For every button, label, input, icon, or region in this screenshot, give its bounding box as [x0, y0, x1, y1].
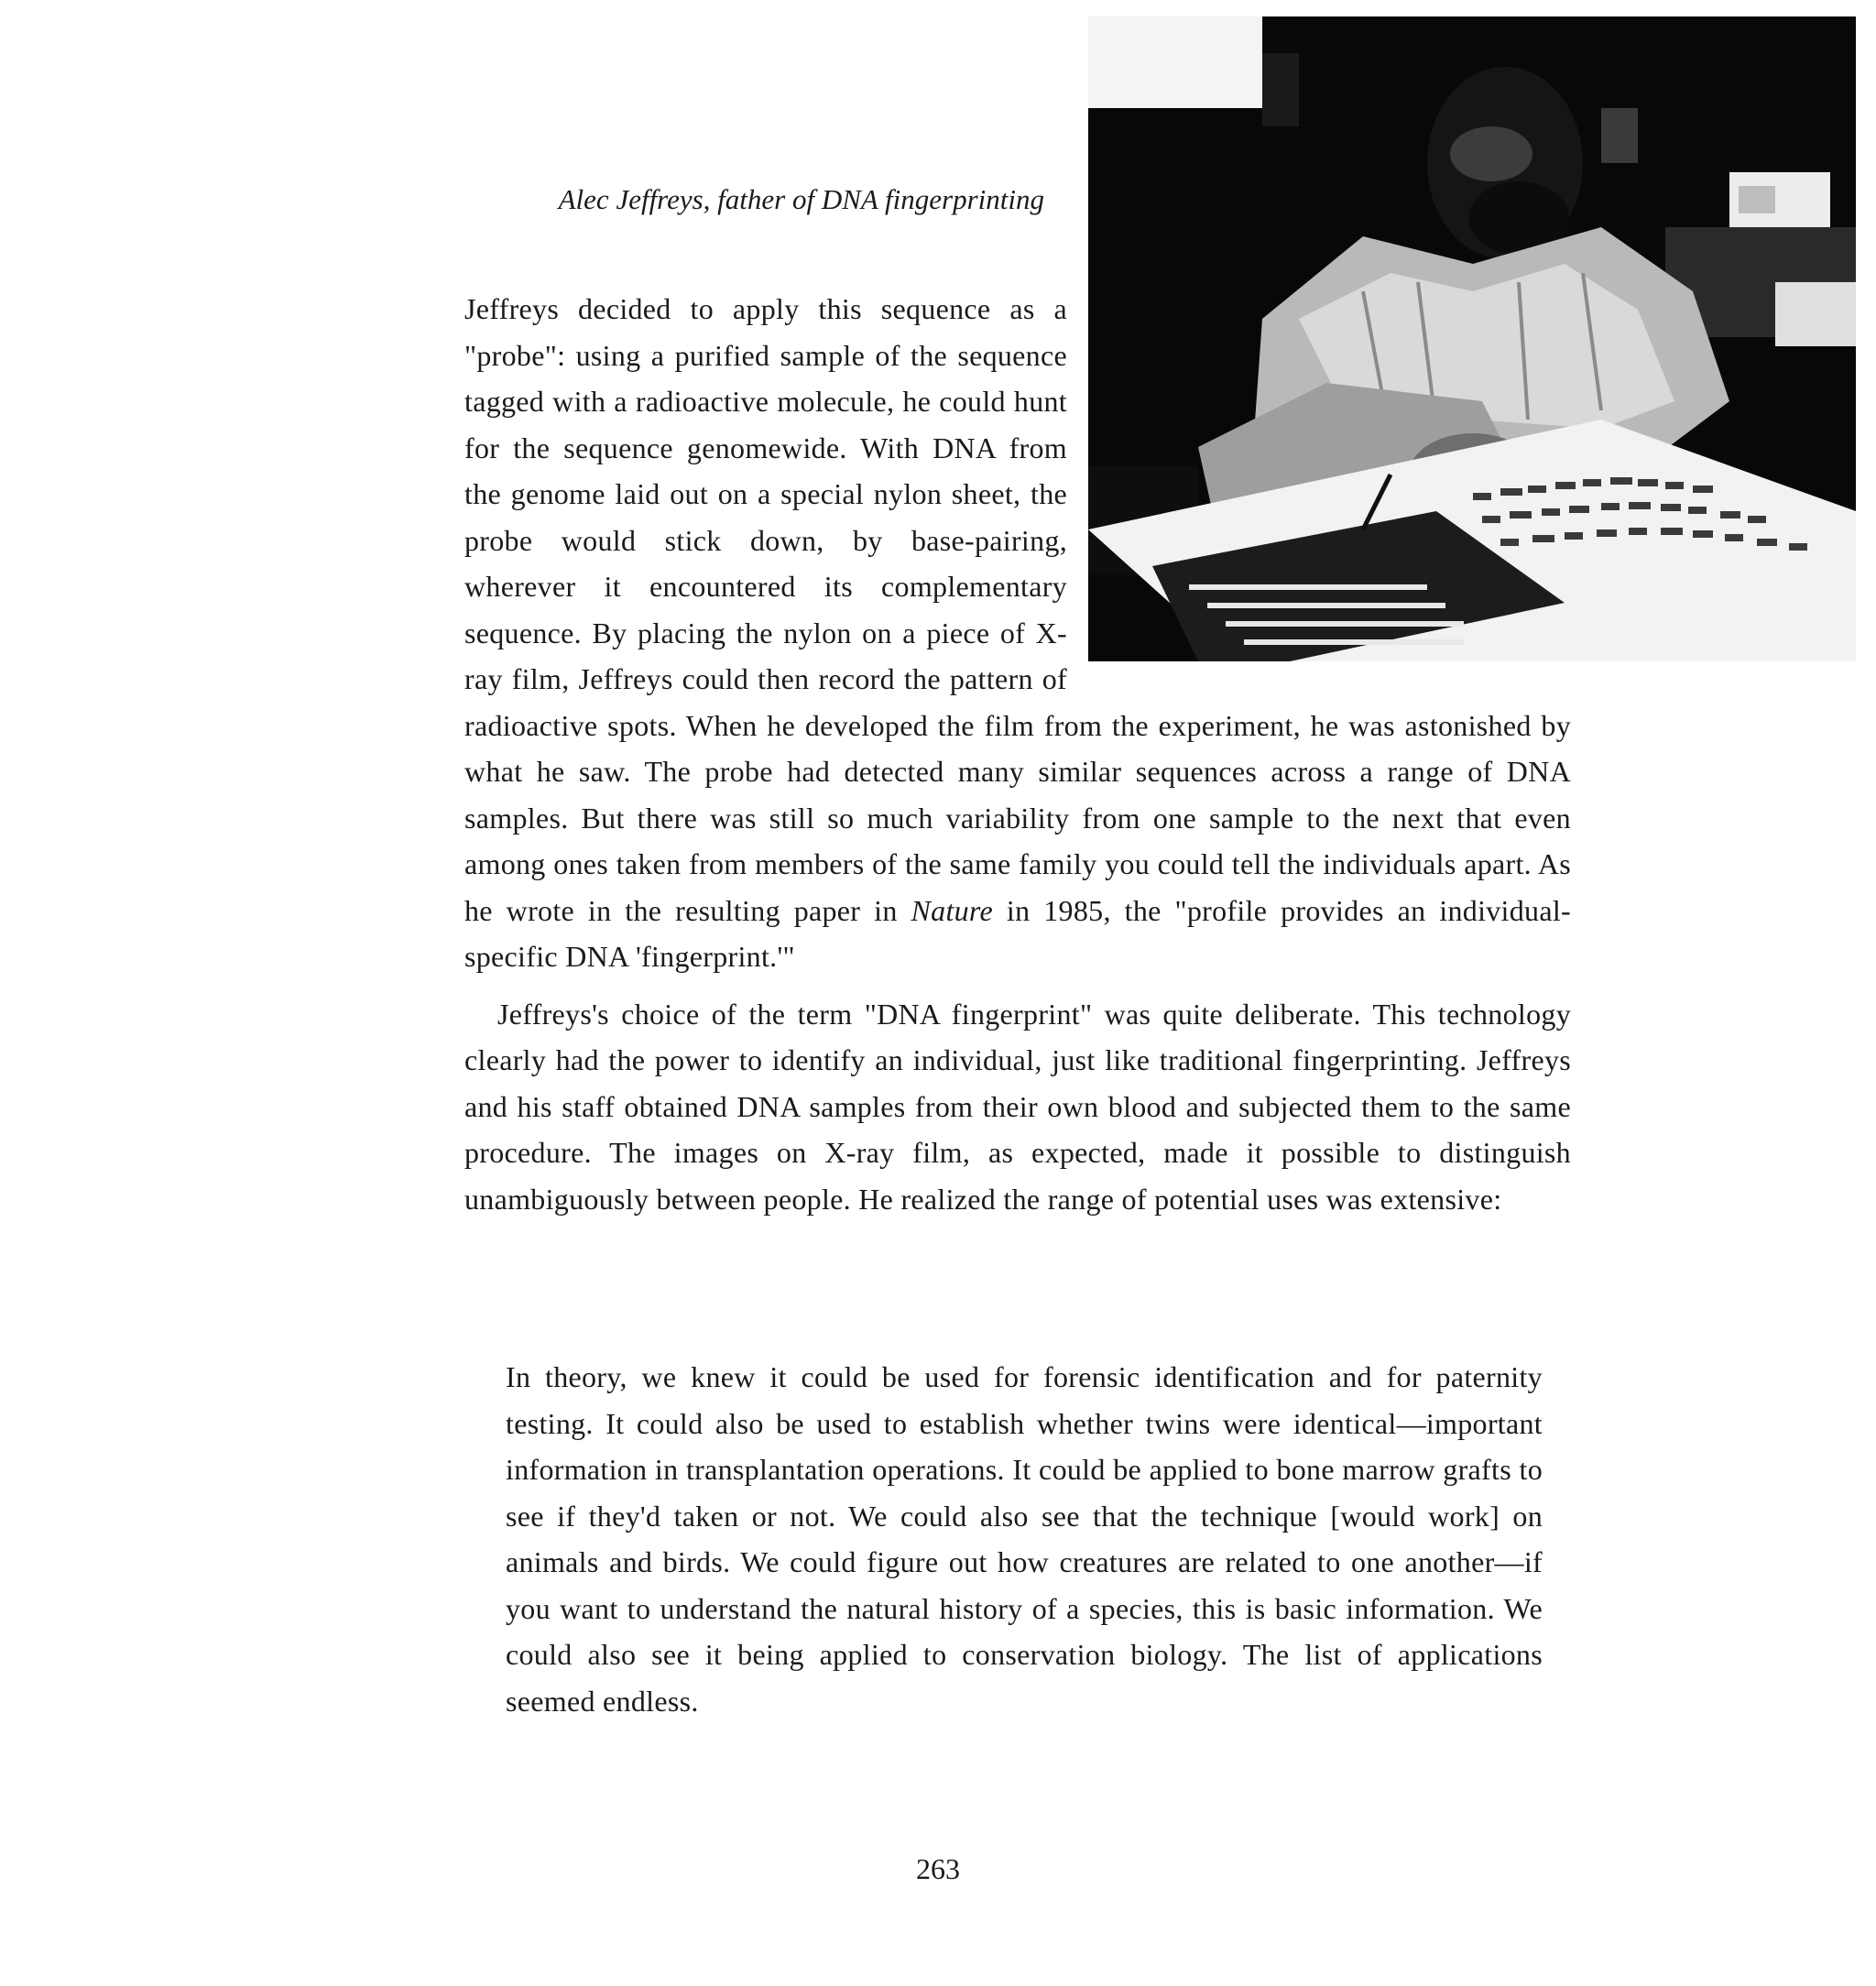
- paragraph: Jeffreys's choice of the term "DNA fingerprint" was quite deliberate. This technology clearly had the power to identify an individual, just like traditional fingerprinting. Jeffreys and his staff obtained DNA samples from their own blood and subjected them to the same procedure. The images on X-ray film, as expected, made it possible to distinguish unambiguously between people. He realized the range of potential uses was extensive:: [464, 997, 1571, 1216]
- paragraph-text-end: in 1985, the "profile provides an individual-specific DNA 'fingerprint.'": [464, 893, 1571, 973]
- journal-title: Nature: [911, 893, 994, 927]
- paragraph-text: Jeffreys decided to apply this sequence as a "probe": using a purified sample of the sequence tagged with a radioactive molecule, he could hunt for the sequence genomewide. With DNA from the genome laid out on a special nylon sheet, the probe would stick down, by base-pairing, wherever it encountered its complementary sequence. By placing the nylon on a piece of X-ray film, Jeffreys could then record the pattern of radioactive spots. When he developed the film from the experiment, he was astonished by what he saw. The probe had detected many similar sequences across a range of DNA samples. But there was still so much variability from one sample to the next that even among ones taken from members of the same family you could tell the individuals apart. As he wrote in the resulting paper in: [464, 292, 1571, 927]
- body-text: [464, 286, 1571, 1222]
- quote-text: In theory, we knew it could be used for forensic identification and for paternity testing. It could also be used to establish whether twins were identical—important information in transplantation operations. It could be applied to bone marrow grafts to see if they'd taken or not. We could also see that the technique [would work] on animals and birds. We could figure out how creatures are related to one another—if you want to understand the natural history of a species, this is basic information. We could also see it being applied to conservation biology. The list of applications seemed endless.: [506, 1360, 1543, 1718]
- photo-wrap-space: [1067, 286, 1571, 689]
- block-quote: [506, 1354, 1543, 1724]
- figure-caption: Alec Jeffreys, father of DNA fingerprinting: [558, 183, 1044, 215]
- paragraph: [464, 286, 1571, 980]
- page-number: 263: [916, 1852, 960, 1885]
